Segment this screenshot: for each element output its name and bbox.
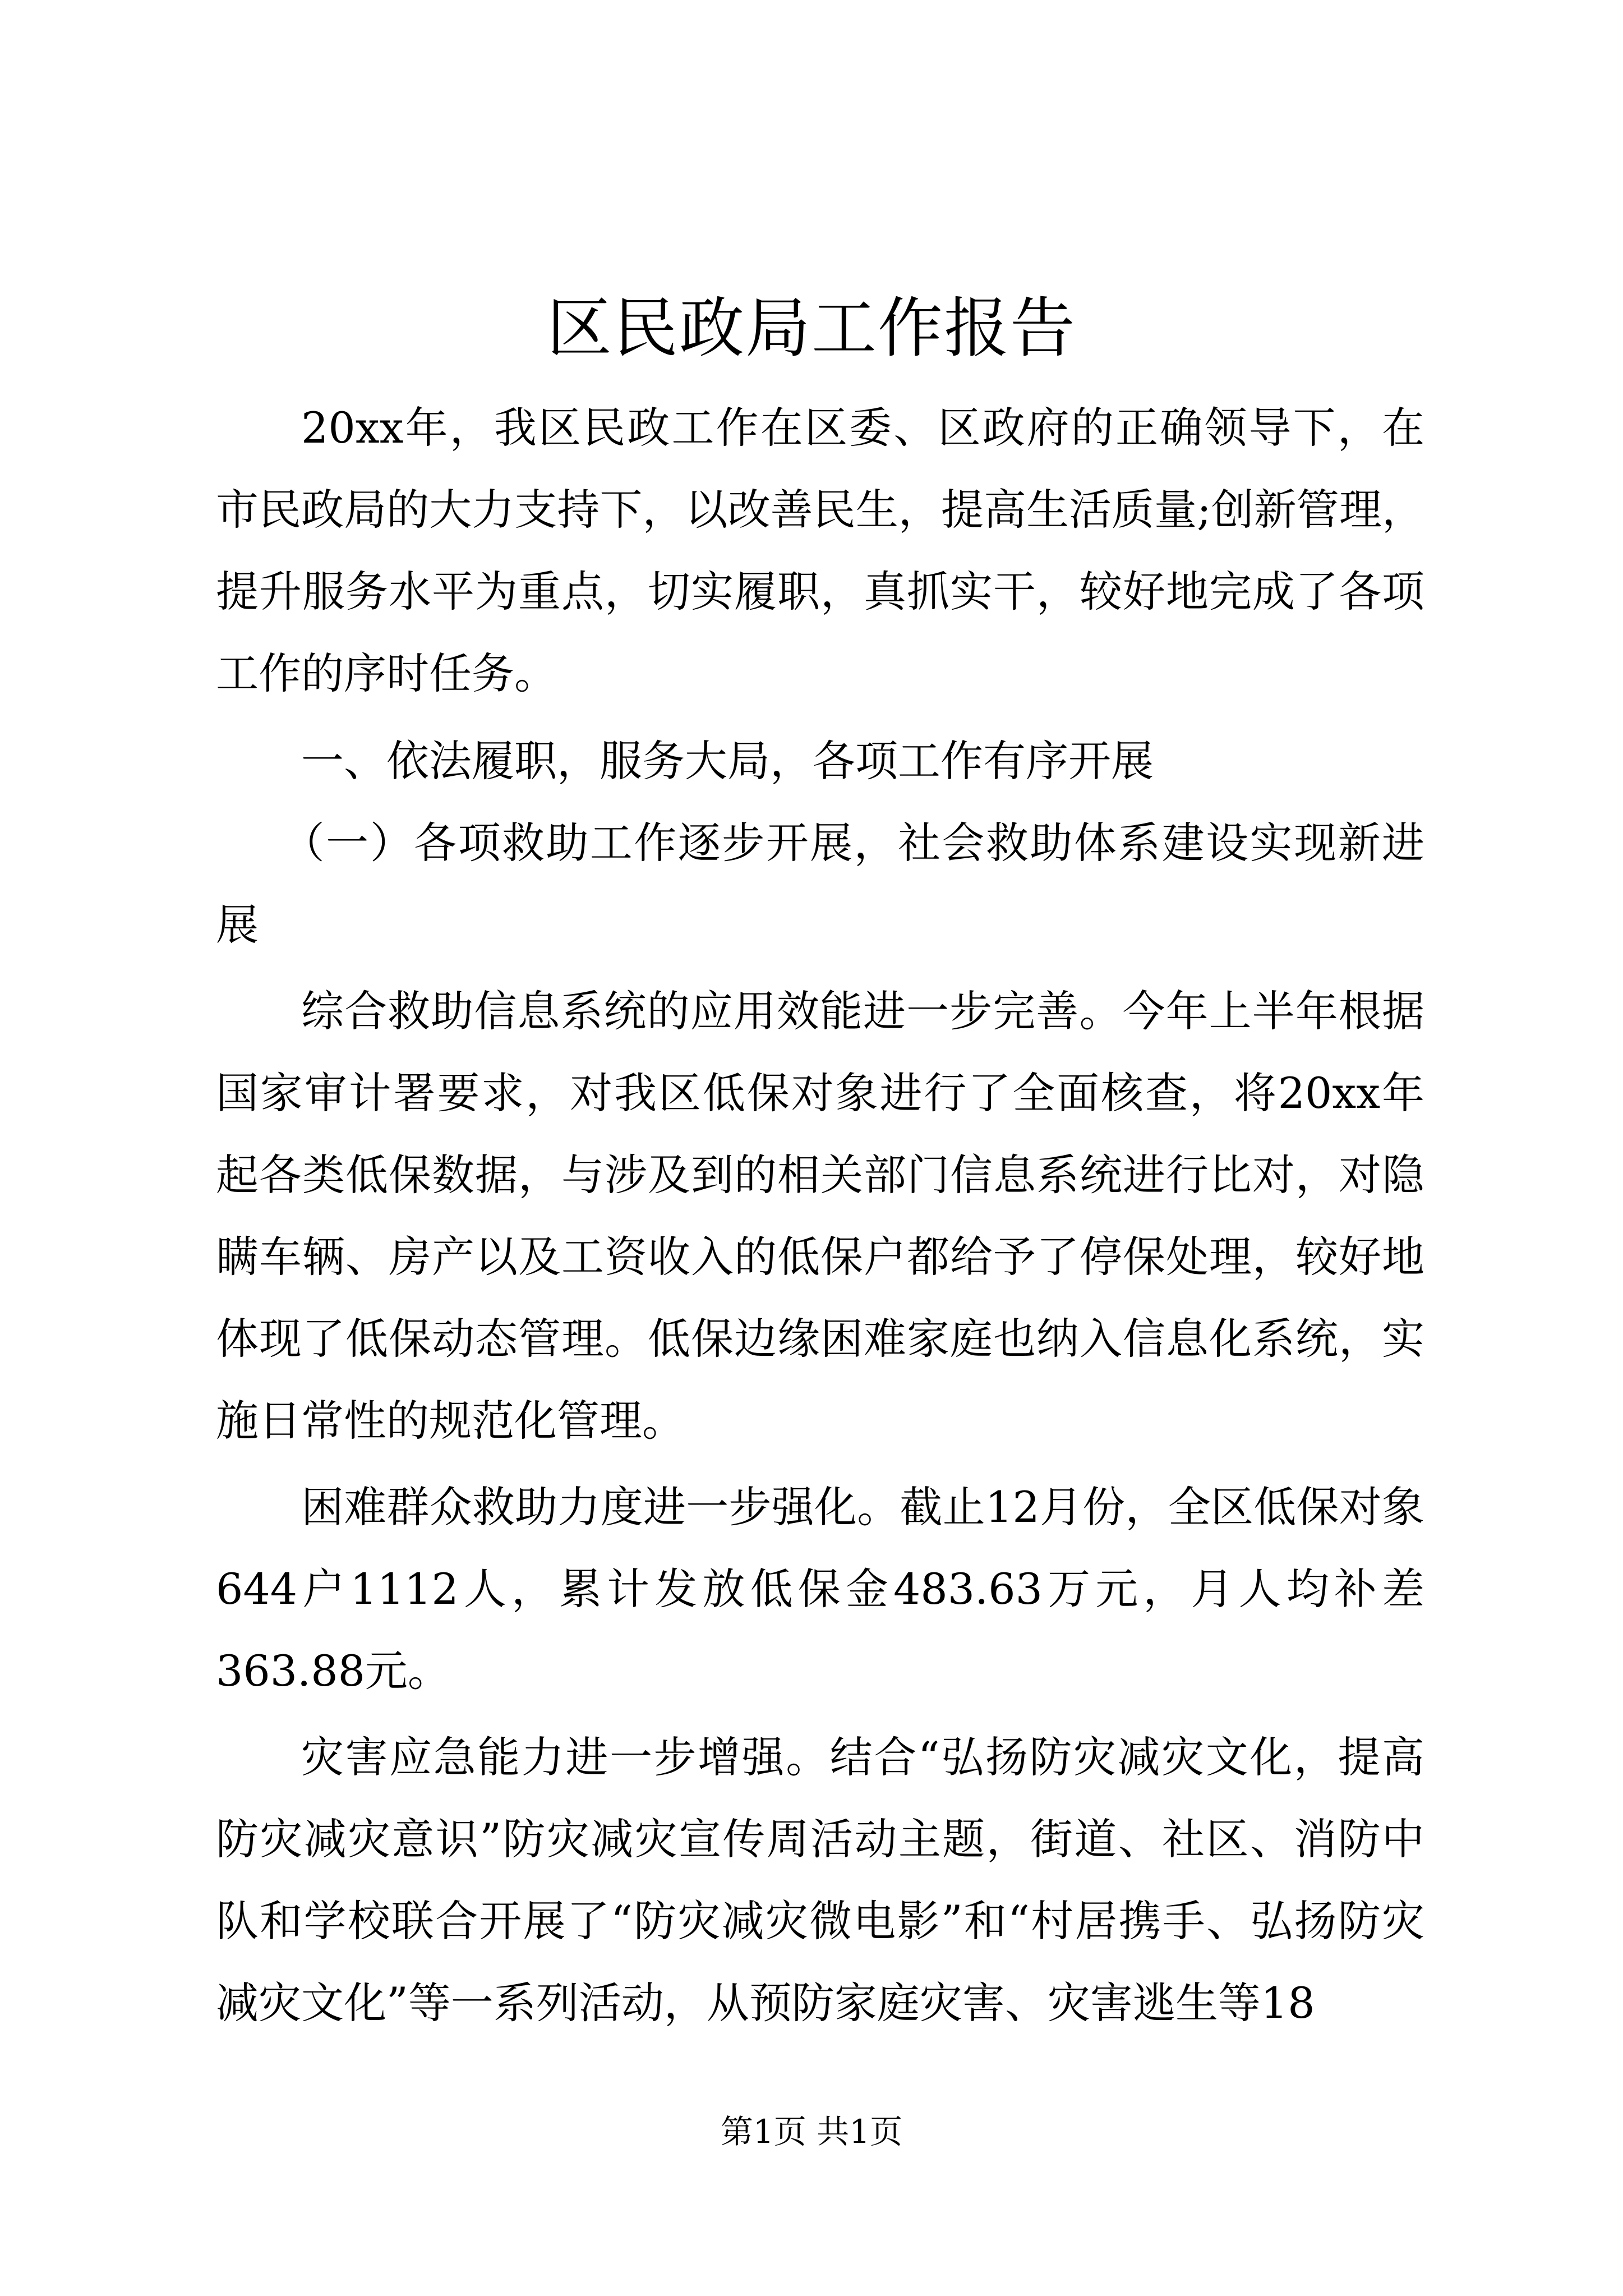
page-number-footer: 第1页 共1页 [720,2113,903,2151]
paragraph-intro: 20xx年，我区民政工作在区委、区政府的正确领导下，在市民政局的大力支持下，以改善民生，提高生活质量;创新管理，提升服务水平为重点，切实履职，真抓实干，较好地完成了各项工作的序时任务。 [216,403,1424,698]
document-body [216,387,1424,2044]
paragraph-relief-strength: 困难群众救助力度进一步强化。截止12月份，全区低保对象644户1112人，累计发放低保金483.63万元，月人均补差363.88元。 [216,1482,1424,1696]
section-heading-1: 一、依法履职，服务大局，各项工作有序开展 [301,736,1154,786]
paragraph-disaster-response: 灾害应急能力进一步增强。结合“弘扬防灾减灾文化，提高防灾减灾意识”防灾减灾宣传周活动主题，街道、社区、消防中队和学校联合开展了“防灾减灾微电影”和“村居携手、弘扬防灾减灾文化”等一系列活动，从预防家庭灾害、灾害逃生等18 [216,1732,1424,2028]
paragraph-info-system: 综合救助信息系统的应用效能进一步完善。今年上半年根据国家审计署要求，对我区低保对象进行了全面核查，将20xx年起各类低保数据，与涉及到的相关部门信息系统进行比对，对隐瞒车辆、房产以及工资收入的低保户都给予了停保处理，较好地体现了低保动态管理。低保边缘困难家庭也纳入信息化系统，实施日常性的规范化管理。 [216,986,1424,1446]
document-title: 区民政局工作报告 [547,291,1076,366]
subsection-heading-1: （一）各项救助工作逐步开展，社会救助体系建设实现新进展 [216,818,1424,950]
